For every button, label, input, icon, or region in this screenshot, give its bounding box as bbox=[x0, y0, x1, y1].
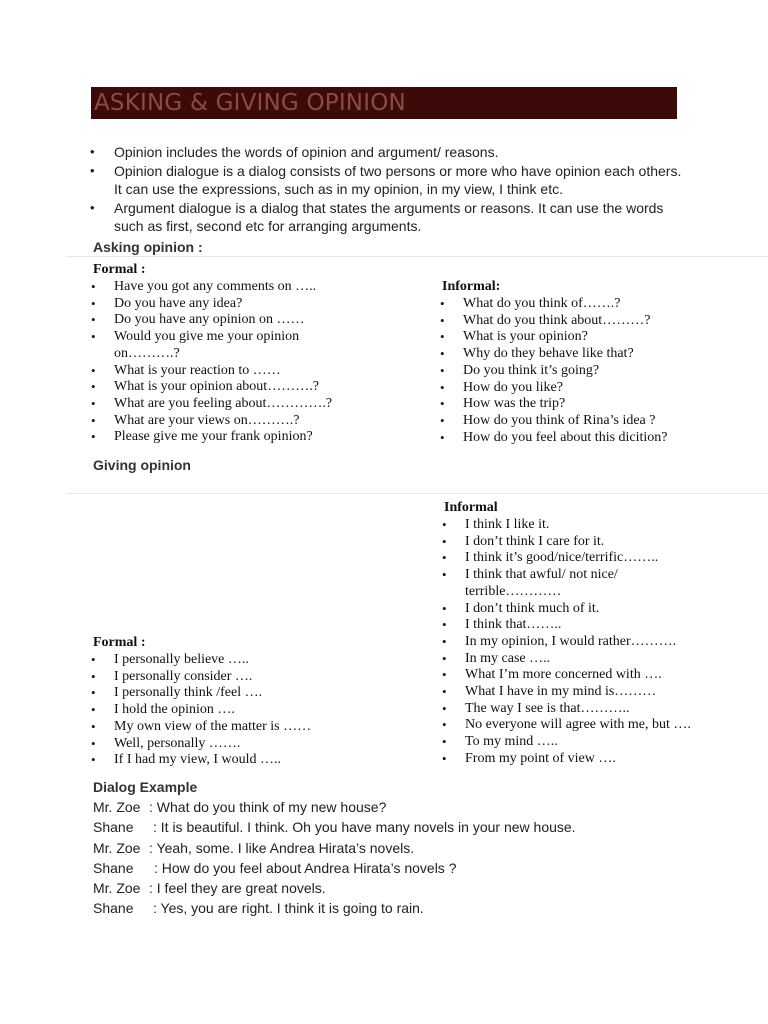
title-banner bbox=[91, 87, 677, 119]
dialog-text: : It is beautiful. I think. Oh you have many novels in your new house. bbox=[153, 819, 576, 836]
list-item: • How do you like? bbox=[438, 380, 738, 397]
asking-formal-label: Formal : bbox=[93, 262, 146, 277]
list-item: • I personally believe ….. bbox=[89, 652, 369, 669]
list-item: • What do you think of…….? bbox=[438, 296, 738, 313]
list-item: • I think that…….. bbox=[440, 617, 740, 634]
dialog-speaker: Shane bbox=[93, 900, 134, 917]
dialog-speaker: Mr. Zoe bbox=[93, 839, 141, 856]
dialog-speaker: Shane bbox=[93, 819, 134, 836]
giving-formal-list bbox=[89, 652, 369, 769]
list-item: • Do you think it’s going? bbox=[438, 363, 738, 380]
dialog-speaker: Mr. Zoe bbox=[93, 880, 141, 897]
dialog-text: : I feel they are great novels. bbox=[149, 880, 326, 897]
list-item: • How do you feel about this dicition? bbox=[438, 430, 738, 447]
list-item: • Do you have any opinion on …… bbox=[89, 312, 334, 329]
divider bbox=[66, 256, 768, 257]
list-item: • What I have in my mind is……… bbox=[440, 684, 740, 701]
list-item: • What are your views on……….? bbox=[89, 413, 334, 430]
intro-item: • Opinion dialogue is a dialog consists of two persons or more who have opinion each others. It can use the expressions, such as in my opinion, in my view, I think etc. bbox=[87, 162, 687, 199]
intro-list bbox=[87, 143, 687, 236]
dialog-text: : Yeah, some. I like Andrea Hirata’s novels. bbox=[149, 839, 415, 856]
list-item: • Do you have any idea? bbox=[89, 296, 334, 313]
list-item: • I think I like it. bbox=[440, 517, 740, 534]
list-item: • I hold the opinion …. bbox=[89, 702, 369, 719]
list-item: • No everyone will agree with me, but …. bbox=[440, 717, 740, 734]
dialog-text: : Yes, you are right. I think it is going to rain. bbox=[153, 900, 424, 917]
dialog-text: : How do you feel about Andrea Hirata’s novels ? bbox=[154, 859, 457, 876]
list-item: • I don’t think I care for it. bbox=[440, 534, 740, 551]
list-item: • To my mind ….. bbox=[440, 734, 740, 751]
asking-informal-label: Informal: bbox=[442, 279, 501, 294]
list-item: • The way I see is that……….. bbox=[440, 701, 740, 718]
list-item: • In my case ….. bbox=[440, 651, 740, 668]
list-item: • What are you feeling about………….? bbox=[89, 396, 334, 413]
list-item: • What do you think about………? bbox=[438, 313, 738, 330]
list-item: • How do you think of Rina’s idea ? bbox=[438, 413, 738, 430]
asking-informal-list bbox=[438, 296, 738, 446]
list-item: • I don’t think much of it. bbox=[440, 601, 740, 618]
list-item: • In my opinion, I would rather………. bbox=[440, 634, 740, 651]
asking-heading: Asking opinion : bbox=[93, 239, 203, 255]
list-item: • Why do they behave like that? bbox=[438, 346, 738, 363]
list-item: • What is your opinion? bbox=[438, 329, 738, 346]
list-item: • Please give me your frank opinion? bbox=[89, 429, 334, 446]
list-item: • Would you give me your opinion on……….? bbox=[89, 329, 334, 362]
dialog-speaker: Shane bbox=[93, 859, 134, 876]
giving-informal-label: Informal bbox=[444, 500, 498, 515]
intro-item: • Argument dialogue is a dialog that states the arguments or reasons. It can use the words such as first, second etc for arranging arguments. bbox=[87, 199, 687, 236]
list-item: • What is your reaction to …… bbox=[89, 363, 334, 380]
divider bbox=[66, 493, 768, 494]
list-item: • What I’m more concerned with …. bbox=[440, 667, 740, 684]
list-item: • From my point of view …. bbox=[440, 751, 740, 768]
giving-informal-list bbox=[440, 517, 740, 768]
list-item: • I think it’s good/nice/terrific…….. bbox=[440, 550, 740, 567]
list-item: • Have you got any comments on ….. bbox=[89, 279, 334, 296]
list-item: • My own view of the matter is …… bbox=[89, 719, 369, 736]
list-item: • How was the trip? bbox=[438, 396, 738, 413]
list-item: • Well, personally ……. bbox=[89, 736, 369, 753]
list-item: • I think that awful/ not nice/ terrible………… bbox=[440, 567, 645, 600]
asking-formal-list bbox=[89, 279, 334, 446]
list-item: • If I had my view, I would ….. bbox=[89, 752, 369, 769]
giving-formal-label: Formal : bbox=[93, 635, 146, 650]
list-item: • I personally think /feel …. bbox=[89, 685, 369, 702]
list-item: • I personally consider …. bbox=[89, 669, 369, 686]
page-title: ASKING & GIVING OPINION bbox=[94, 90, 406, 116]
intro-item: • Opinion includes the words of opinion and argument/ reasons. bbox=[87, 143, 687, 162]
giving-heading: Giving opinion bbox=[93, 457, 191, 473]
list-item: • What is your opinion about……….? bbox=[89, 379, 334, 396]
dialog-text: : What do you think of my new house? bbox=[149, 799, 387, 815]
dialog-speaker: Mr. Zoe bbox=[93, 799, 141, 815]
dialog-heading: Dialog Example bbox=[93, 779, 198, 795]
